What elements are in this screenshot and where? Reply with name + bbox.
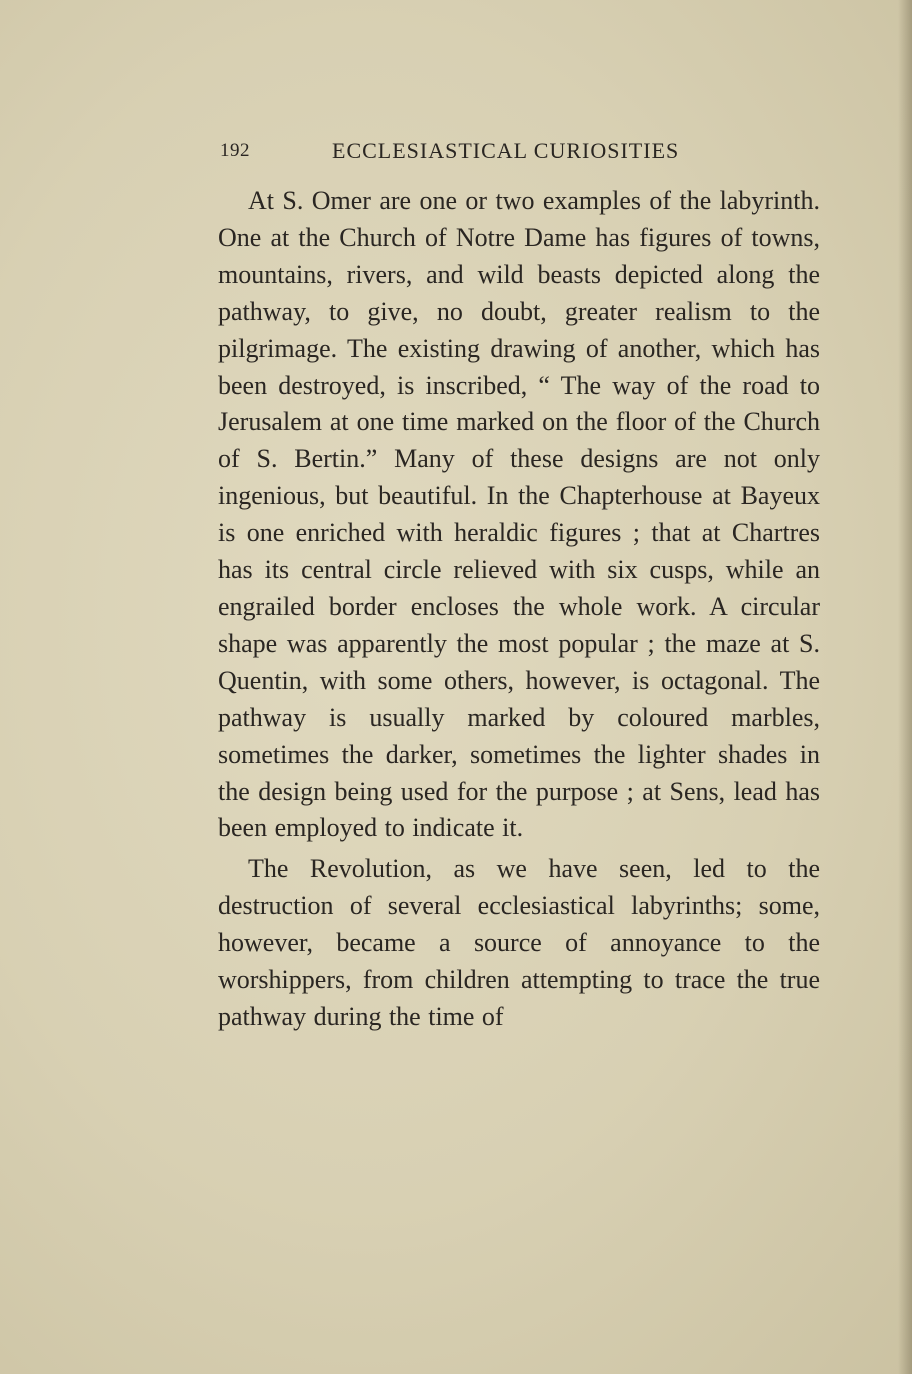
running-title: ECCLESIASTICAL CURIOSITIES (332, 138, 680, 163)
paragraph: The Revolution, as we have seen, led to the destruction of several ecclesiastical labyrinths; some, however, became a source of annoyance to the worshippers, from children attempting to trace the true pathway during the time of (218, 854, 820, 1031)
page-number: 192 (220, 140, 250, 161)
page-edge-shadow (898, 0, 912, 1374)
paragraph: At S. Omer are one or two examples of the labyrinth. One at the Church of Notre Dame has figures of towns, mountains, rivers, and wild beasts depicted along the pathway, to give, no doubt, greater realism to the pilgrimage. The existing drawing of another, which has been destroyed, is inscribed, “ The way of the road to Jerusalem at one time marked on the floor of the Church of S. Bertin.” Many of these designs are not only ingenious, but beautiful. In the Chapterhouse at Bayeux is one enriched with heraldic figures ; that at Chartres has its central circle relieved with six cusps, while an engrailed border encloses the whole work. A circular shape was apparently the most popular ; the maze at S. Quentin, with some others, however, is octagonal. The pathway is usually marked by coloured marbles, sometimes the darker, sometimes the lighter shades in the design being used for the purpose ; at Sens, lead has been employed to indicate it. (218, 186, 820, 843)
running-head (220, 138, 820, 168)
body-text (218, 183, 820, 1036)
